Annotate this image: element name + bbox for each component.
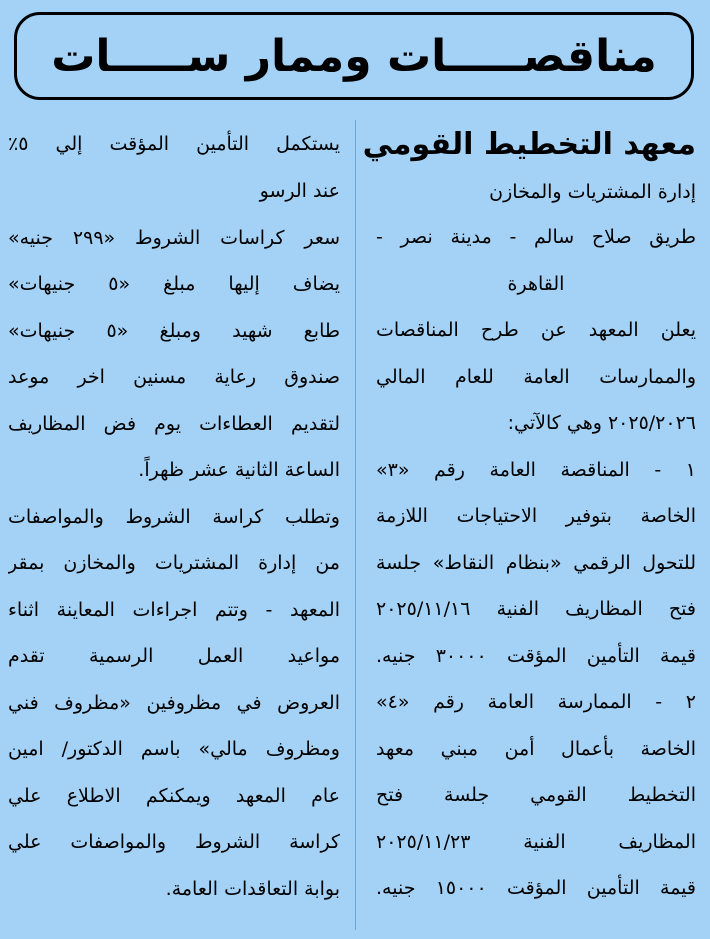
text-line: يضاف إليها مبلغ «٥ جنيهات»: [8, 273, 340, 295]
text-line: بوابة التعاقدات العامة.: [165, 877, 340, 900]
text-line: المعهد - وتتم اجراءات المعاينة اثناء: [8, 598, 340, 621]
text-line: القاهرة: [507, 272, 565, 295]
text-line: إدارة المشتريات والمخازن: [489, 181, 696, 203]
organization-name: معهد التخطيط القومي: [362, 127, 696, 162]
text-line: ٢٠٢٥/٢٠٢٦ وهي كالآتي:: [507, 412, 696, 434]
text-line: عند الرسو: [259, 180, 340, 202]
left-column: [8, 120, 340, 912]
text-line: لتقديم العطاءات يوم فض المظاريف: [8, 412, 340, 435]
text-line: قيمة التأمين المؤقت ١٥٠٠٠ جنيه.: [376, 877, 696, 899]
text-line: للتحول الرقمي «بنظام النقاط» جلسة: [376, 551, 696, 574]
text-line: الساعة الثانية عشر ظهراً.: [138, 459, 340, 481]
text-line: سعر كراسات الشروط «٢٩٩ جنيه»: [8, 226, 340, 249]
text-line: التخطيط القومي جلسة فتح: [376, 784, 696, 806]
text-line: يستكمل التأمين المؤقت إلي ٥٪: [8, 133, 340, 155]
page-title: مناقصـــــات وممار ســـــات: [51, 30, 657, 82]
text-line: المظاريف الفنية ٢٠٢٥/١١/٢٣: [376, 830, 696, 853]
right-column: [362, 120, 696, 912]
column-divider: [355, 120, 356, 930]
text-line: طريق صلاح سالم - مدينة نصر -: [376, 226, 696, 248]
text-line: كراسة الشروط والمواصفات علي: [8, 831, 340, 853]
text-line: والممارسات العامة للعام المالي: [376, 365, 696, 388]
text-line: وتطلب كراسة الشروط والمواصفات: [8, 505, 340, 528]
text-line: العروض في مظروفين «مظروف فني: [8, 691, 340, 714]
text-line: ومظروف مالي» باسم الدكتور/ امين: [8, 738, 340, 760]
text-line: الخاصة بتوفير الاحتياجات اللازمة: [376, 505, 696, 527]
text-line: ١ - المناقصة العامة رقم «٣»: [376, 458, 696, 481]
text-line: فتح المظاريف الفنية ٢٠٢٥/١١/١٦: [376, 598, 696, 620]
text-line: الخاصة بأعمال أمن مبني معهد: [376, 737, 696, 760]
text-line: يعلن المعهد عن طرح المناقصات: [376, 319, 696, 341]
text-line: ٢ - الممارسة العامة رقم «٤»: [376, 691, 696, 713]
text-line: قيمة التأمين المؤقت ٣٠٠٠٠ جنيه.: [376, 644, 696, 667]
text-line: من إدارة المشتريات والمخازن بمقر: [8, 552, 340, 574]
text-line: عام المعهد ويمكنكم الاطلاع علي: [8, 784, 340, 807]
header-frame: [14, 12, 694, 100]
text-line: طابع شهيد ومبلغ «٥ جنيهات»: [8, 319, 340, 342]
text-line: مواعيد العمل الرسمية تقدم: [8, 645, 340, 667]
text-line: صندوق رعاية مسنين اخر موعد: [8, 366, 340, 388]
